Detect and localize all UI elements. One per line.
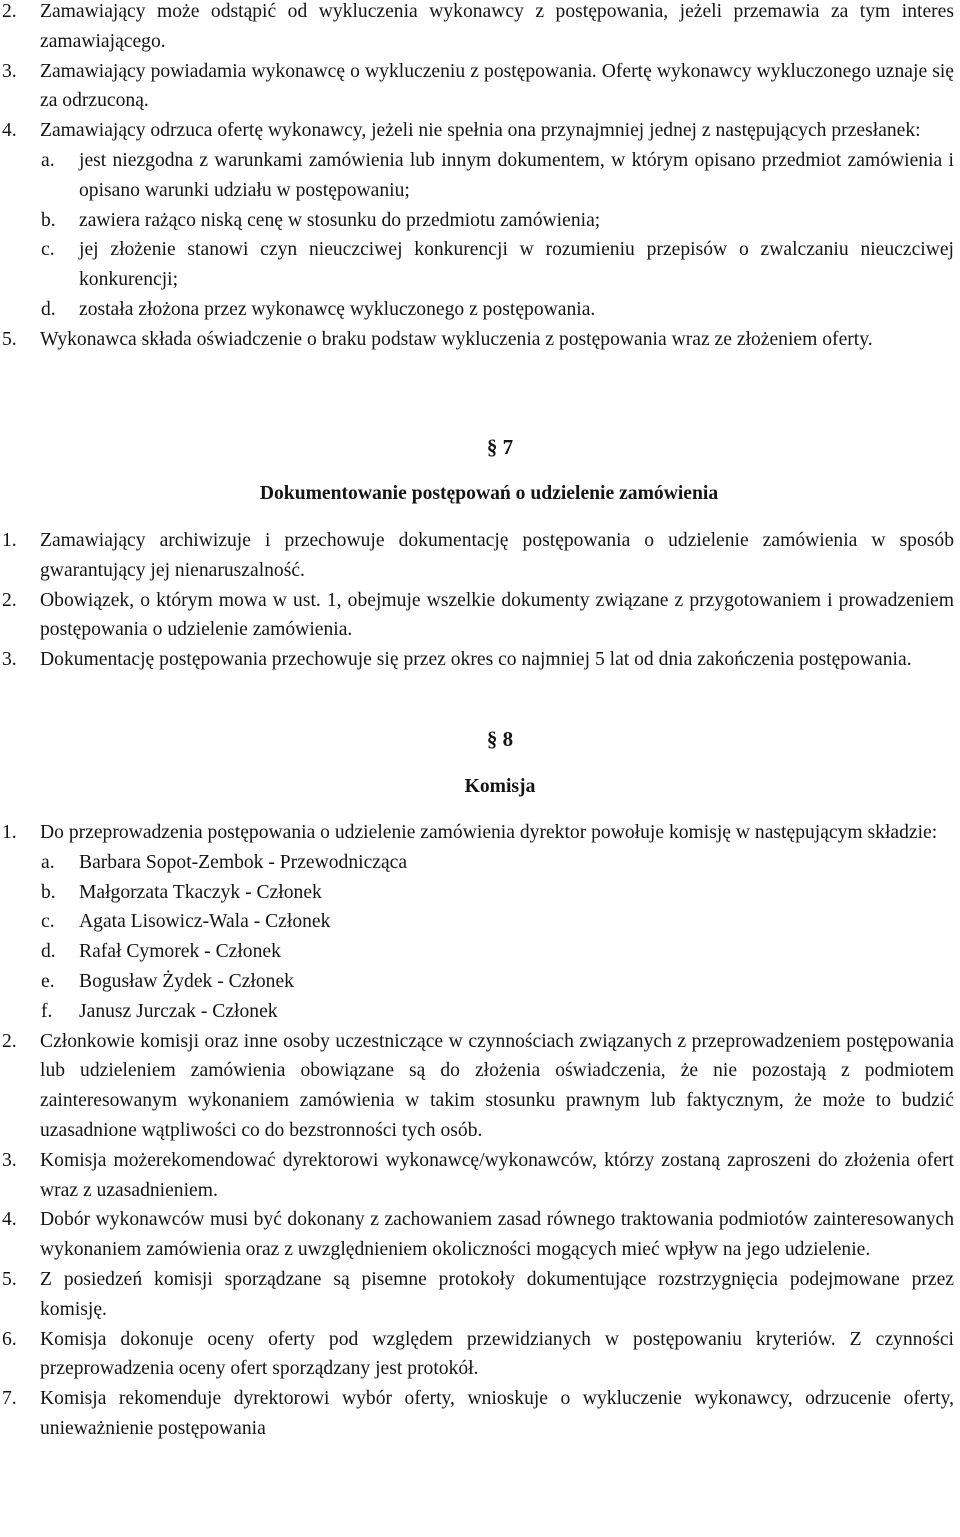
sub-item-letter: a. [41,149,55,171]
member-name: Małgorzata Tkaczyk - Członek [79,881,322,903]
member-letter: e. [41,970,55,992]
sub-list-container [0,146,960,325]
section-title: Komisja [464,776,536,797]
section-8-title-wrap [0,772,960,802]
list-item [0,116,960,146]
section-6-list [0,0,960,355]
member-item [0,937,960,967]
section-title: Dokumentowanie postępowań o udzielenie zamówienia [259,483,719,504]
item-text: Obowiązek, o którym mowa w ust. 1, obejmuje wszelkie dokumenty związane z przygotowaniem i prowadzeniem postępowania o udzielenie zamówienia. [40,589,954,641]
section-8-list [0,818,960,1444]
member-letter: c. [41,911,55,933]
section-mark: § 8 [486,727,514,751]
section-7-list [0,526,960,675]
member-letter: a. [41,851,55,873]
sub-item-letter: d. [41,298,56,320]
item-number: 4. [2,120,17,142]
list-item [0,1265,960,1325]
item-number: 3. [2,60,17,82]
list-item [0,586,960,646]
sub-list-item [0,295,960,325]
item-text: Zamawiający może odstąpić od wykluczenia wykonawcy z postępowania, jeżeli przemawia za tym interes zamawiającego. [40,1,954,52]
item-text: Członkowie komisji oraz inne osoby uczestniczące w czynnościach związanych z przeprowadzeniem postępowania lub udzieleniem zamówienia obowiązane są do złożenia oświadczenia, że nie pozostają z podmiotem zainteresowanym wykonaniem zamówienia w takim stosunku prawnym lub faktycznym, że może to budzić uzasadnione wątpliwości co do bezstronności tych osób. [40,1030,954,1141]
item-number: 2. [2,1030,17,1052]
list-item [0,1146,960,1206]
member-name: Agata Lisowicz-Wala - Członek [79,911,331,933]
item-text: Dokumentację postępowania przechowuje się przez okres co najmniej 5 lat od dnia zakończenia postępowania. [40,649,912,671]
list-item [0,57,960,117]
sub-item-text: jest niezgodna z warunkami zamówienia lub innym dokumentem, w którym opisano przedmiot zamówienia i opisano warunki udziału w postępowaniu; [79,149,954,201]
list-item [0,1205,960,1265]
sub-list-item [0,235,960,295]
member-item [0,967,960,997]
item-text: Komisja dokonuje oceny oferty pod względem przewidzianych w postępowaniu kryteriów. Z czynności przeprowadzenia oceny ofert sporządzany jest protokół. [40,1328,954,1380]
sub-list [0,146,960,325]
sub-item-text: jej złożenie stanowi czyn nieuczciwej konkurencji w rozumieniu przepisów o zwalczaniu nieuczciwej konkurencji; [79,239,954,291]
list-item [0,1384,960,1444]
item-number: 5. [2,1268,17,1290]
sub-item-text: zawiera rażąco niską cenę w stosunku do przedmiotu zamówienia; [79,209,601,231]
sub-item-text: została złożona przez wykonawcę wykluczonego z postępowania. [79,298,596,320]
sub-list-item [0,146,960,206]
item-text: Wykonawca składa oświadczenie o braku podstaw wykluczenia z postępowania wraz ze złożeniem oferty. [40,328,873,350]
member-name: Rafał Cymorek - Członek [79,941,281,963]
item-number: 7. [2,1388,17,1410]
item-text: Komisja rekomenduje dyrektorowi wybór oferty, wnioskuje o wykluczenie wykonawcy, odrzucenie oferty, unieważnienie postępowania [40,1388,954,1439]
item-text: Zamawiający odrzuca ofertę wykonawcy, jeżeli nie spełnia ona przynajmniej jednej z następujących przesłanek: [40,120,921,142]
list-item [0,645,960,675]
item-number: 6. [2,1328,17,1350]
list-item [0,1027,960,1146]
member-letter: f. [41,1000,53,1022]
item-text: Zamawiający archiwizuje i przechowuje dokumentację postępowania o udzielenie zamówienia w sposób gwarantujący jej nienaruszalność. [40,530,954,581]
item-text: Z posiedzeń komisji sporządzane są pisemne protokoły dokumentujące rozstrzygnięcia podejmowane przez komisję. [40,1268,954,1320]
member-item [0,907,960,937]
item-number: 3. [2,649,17,671]
section-7-title-wrap [0,479,960,509]
section-mark: § 7 [486,435,514,459]
item-number: 2. [2,589,17,611]
item-text: Komisja możerekomendować dyrektorowi wykonawcę/wykonawców, którzy zostaną zaproszeni do złożenia ofert wraz z uzasadnieniem. [40,1149,954,1201]
members-list-container [0,848,960,1027]
list-item [0,0,960,57]
member-item [0,997,960,1027]
item-number: 5. [2,328,17,350]
member-letter: b. [41,881,56,903]
member-item [0,878,960,908]
member-name: Janusz Jurczak - Członek [79,1000,278,1022]
item-text: Dobór wykonawców musi być dokonany z zachowaniem zasad równego traktowania podmiotów zainteresowanych wykonaniem zamówienia oraz z uwzględnieniem okoliczności mogących mieć wpływ na jego udzielenie. [40,1209,954,1261]
item-number: 2. [2,1,17,22]
item-number: 1. [2,530,17,551]
list-item [0,818,960,848]
item-number: 4. [2,1209,17,1231]
section-8-heading [0,725,960,755]
item-text: Zamawiający powiadamia wykonawcę o wykluczeniu z postępowania. Ofertę wykonawcy wykluczonego uznaje się za odrzuconą. [40,60,954,112]
member-name: Bogusław Żydek - Członek [79,970,294,992]
sub-item-letter: c. [41,239,55,261]
list-item [0,325,960,355]
member-item [0,848,960,878]
sub-item-letter: b. [41,209,56,231]
list-item [0,526,960,586]
member-name: Barbara Sopot-Zembok - Przewodnicząca [79,851,408,873]
item-number: 3. [2,1149,17,1171]
list-item [0,1325,960,1385]
section-7-heading [0,433,960,463]
member-letter: d. [41,941,56,963]
sub-list-item [0,206,960,236]
item-number: 1. [2,822,17,843]
item-text: Do przeprowadzenia postępowania o udzielenie zamówienia dyrektor powołuje komisję w następującym składzie: [40,822,938,843]
members-list [0,848,960,1027]
